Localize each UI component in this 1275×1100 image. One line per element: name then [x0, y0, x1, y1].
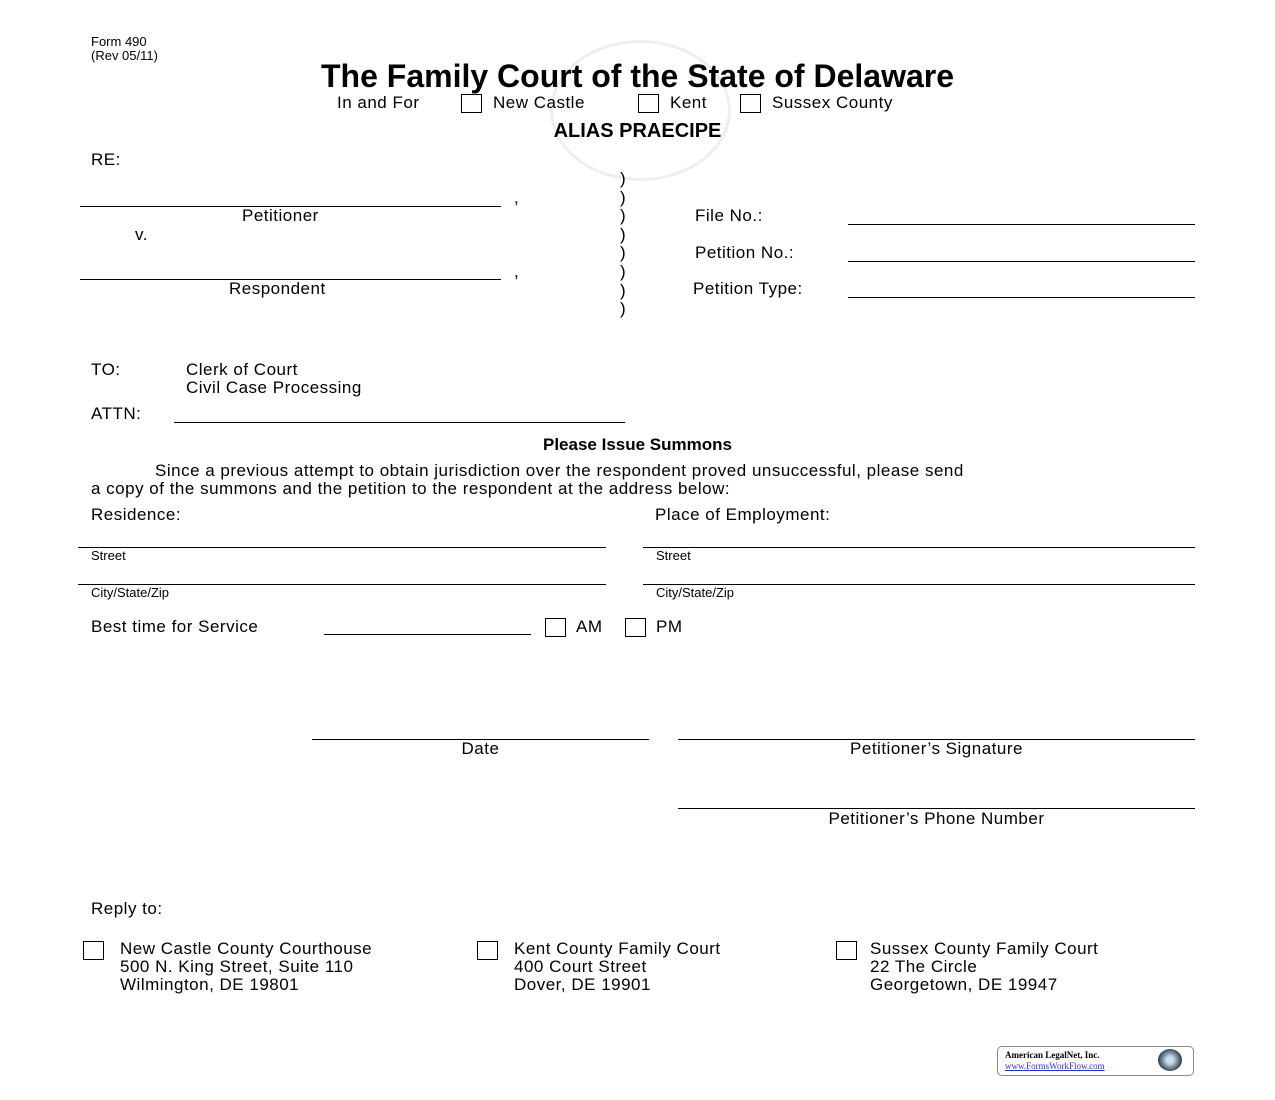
- to-line2: Civil Case Processing: [186, 378, 362, 397]
- paren: ): [620, 187, 626, 207]
- city-label: City/State/Zip: [91, 585, 170, 600]
- form-rev: (Rev 05/11): [91, 48, 158, 63]
- kent-checkbox[interactable]: [638, 94, 659, 113]
- court-street: 500 N. King Street, Suite 110: [120, 957, 354, 976]
- employment-label: Place of Employment:: [655, 505, 831, 524]
- paren: ): [620, 206, 626, 226]
- new-castle-label: New Castle: [493, 93, 585, 112]
- file-no-field[interactable]: [848, 224, 1195, 225]
- paren: ): [620, 169, 626, 188]
- court-name: New Castle County Courthouse: [120, 939, 373, 958]
- comma: ,: [514, 262, 520, 281]
- petition-type-label: Petition Type:: [693, 279, 803, 298]
- kent-label: Kent: [670, 93, 707, 112]
- paren: ): [620, 280, 626, 300]
- sussex-court-address: [870, 940, 1098, 994]
- paren: ): [620, 261, 626, 281]
- kent-reply-checkbox[interactable]: [477, 941, 498, 960]
- attn-field[interactable]: [174, 422, 625, 423]
- court-city: Dover, DE 19901: [514, 975, 651, 994]
- pm-label: PM: [656, 617, 683, 636]
- form-subtitle: ALIAS PRAECIPE: [553, 120, 722, 142]
- pm-checkbox[interactable]: [625, 618, 646, 637]
- paren: ): [620, 224, 626, 244]
- caption-divider: [620, 170, 626, 319]
- company-url-link[interactable]: www.FormsWorkFlow.com: [1005, 1061, 1105, 1071]
- am-checkbox[interactable]: [545, 618, 566, 637]
- attn-label: ATTN:: [91, 404, 142, 423]
- best-time-label: Best time for Service: [91, 617, 259, 636]
- new-castle-reply-checkbox[interactable]: [83, 941, 104, 960]
- date-label: Date: [461, 739, 500, 758]
- best-time-field[interactable]: [324, 634, 531, 635]
- city-label: City/State/Zip: [656, 585, 735, 600]
- court-street: 400 Court Street: [514, 957, 647, 976]
- court-city: Wilmington, DE 19801: [120, 975, 300, 994]
- paren: ): [620, 243, 626, 263]
- company-name: American LegalNet, Inc.: [1005, 1050, 1100, 1060]
- sussex-reply-checkbox[interactable]: [836, 941, 857, 960]
- body-text-1: Since a previous attempt to obtain jurisdiction over the respondent proved unsuccessful, please send: [155, 461, 964, 480]
- form-number-text: Form 490: [91, 34, 147, 49]
- am-label: AM: [576, 617, 603, 636]
- in-and-for-label: In and For: [337, 93, 420, 112]
- petition-no-field[interactable]: [848, 261, 1195, 262]
- sussex-checkbox[interactable]: [740, 94, 761, 113]
- petition-no-label: Petition No.:: [695, 243, 795, 262]
- new-castle-checkbox[interactable]: [461, 94, 482, 113]
- re-label: RE:: [91, 150, 121, 169]
- employment-street-field[interactable]: [643, 547, 1195, 548]
- file-no-label: File No.:: [695, 206, 763, 225]
- residence-street-field[interactable]: [78, 547, 606, 548]
- phone-label: Petitioner’s Phone Number: [828, 809, 1045, 828]
- summons-heading: Please Issue Summons: [543, 435, 732, 454]
- to-label: TO:: [91, 360, 121, 379]
- petition-type-field[interactable]: [848, 297, 1195, 298]
- paren: ): [620, 299, 626, 319]
- page-title: The Family Court of the State of Delaware: [321, 58, 954, 94]
- respondent-label: Respondent: [229, 279, 326, 298]
- globe-icon: [1158, 1049, 1182, 1071]
- signature-label: Petitioner’s Signature: [850, 739, 1023, 758]
- new-castle-court-address: [120, 940, 372, 994]
- american-legalnet-logo[interactable]: [997, 1046, 1194, 1076]
- reply-to-label: Reply to:: [91, 899, 163, 918]
- kent-court-address: [514, 940, 721, 994]
- street-label: Street: [91, 548, 126, 563]
- street-label: Street: [656, 548, 691, 563]
- court-street: 22 The Circle: [870, 957, 978, 976]
- versus-label: v.: [135, 225, 148, 244]
- residence-label: Residence:: [91, 505, 182, 524]
- court-name: Kent County Family Court: [514, 939, 721, 958]
- comma: ,: [514, 188, 520, 207]
- sussex-label: Sussex County: [772, 93, 893, 112]
- court-city: Georgetown, DE 19947: [870, 975, 1058, 994]
- body-text-2: a copy of the summons and the petition to the respondent at the address below:: [91, 479, 731, 498]
- petitioner-label: Petitioner: [242, 206, 319, 225]
- court-name: Sussex County Family Court: [870, 939, 1099, 958]
- to-line1: Clerk of Court: [186, 360, 298, 379]
